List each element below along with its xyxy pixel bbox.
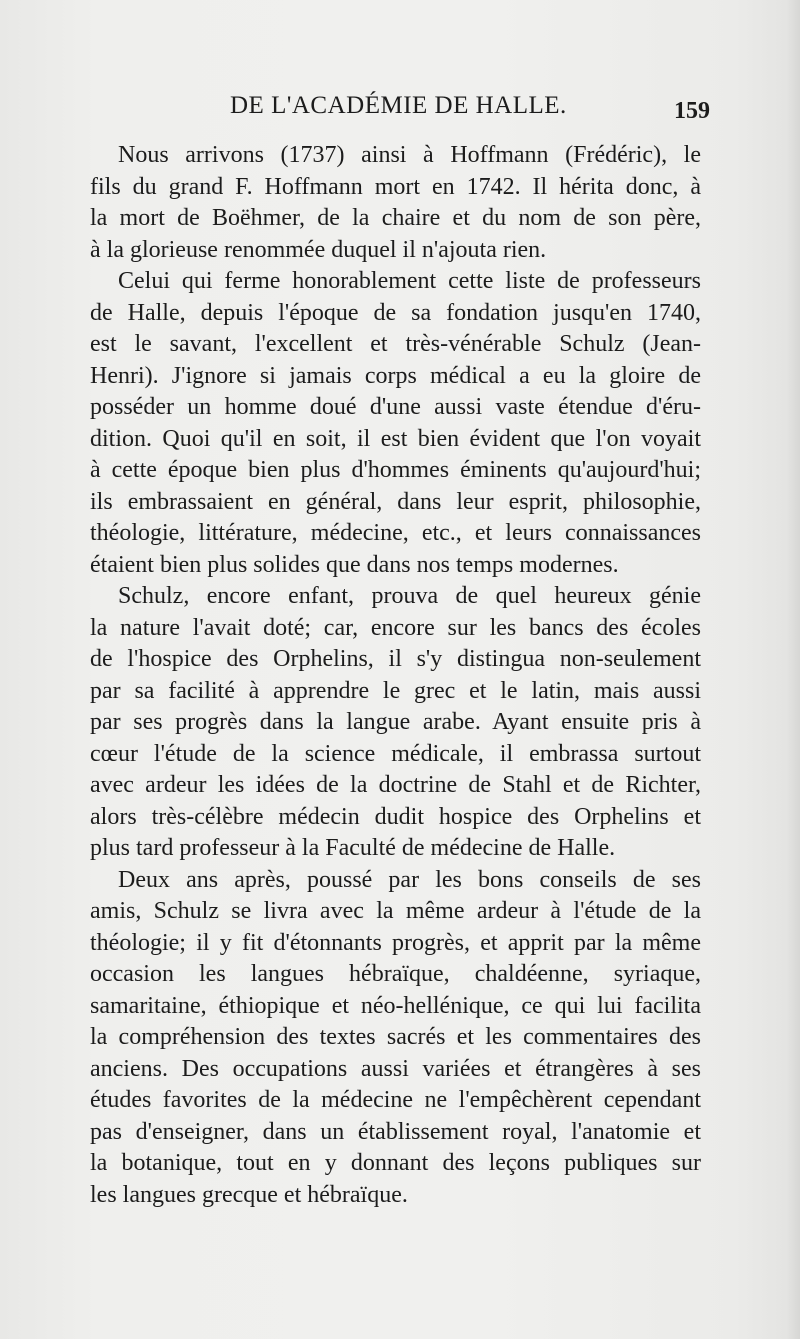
text-line: cœur l'étude de la science médicale, il embrassa surtout (90, 740, 701, 767)
running-head (90, 92, 710, 128)
text-line: Nous arrivons (1737) ainsi à Hoffmann (Frédéric), le (118, 142, 701, 168)
text-line: par sa facilité à apprendre le grec et le latin, mais aussi (90, 677, 701, 704)
text-line: alors très-célèbre médecin dudit hospice des Orphelins et (90, 803, 701, 830)
text-line: occasion les langues hébraïque, chaldéenne, syriaque, (90, 961, 701, 987)
text-line: les langues grecque et hébraïque. (90, 1181, 408, 1208)
text-line: à la glorieuse renommée duquel il n'ajouta rien. (90, 236, 547, 263)
text-line: Celui qui ferme honorablement cette liste de professeurs (118, 268, 701, 294)
body-text (90, 140, 701, 1211)
text-line: ils embrassaient en général, dans leur esprit, philosophie, (90, 488, 701, 515)
paragraph (90, 865, 701, 1212)
text-line: théologie, littérature, médecine, etc., et leurs connaissances (90, 520, 701, 546)
text-line: plus tard professeur à la Faculté de médecine de Halle. (90, 835, 616, 861)
text-line: amis, Schulz se livra avec la même ardeur à l'étude de la (90, 898, 701, 924)
text-line: la compréhension des textes sacrés et les commentaires des (90, 1024, 701, 1050)
paragraph (90, 140, 701, 266)
text-line: théologie; il y fit d'étonnants progrès, et apprit par la même (90, 929, 701, 956)
text-line: Schulz, encore enfant, prouva de quel heureux génie (118, 583, 701, 609)
paragraph (90, 266, 701, 581)
text-line: Deux ans après, poussé par les bons conseils de ses (118, 866, 701, 893)
text-line: études favorites de la médecine ne l'empêchèrent cependant (90, 1087, 701, 1113)
paragraph (90, 581, 701, 865)
text-line: par ses progrès dans la langue arabe. Ayant ensuite pris à (90, 709, 701, 735)
text-line: fils du grand F. Hoffmann mort en 1742. Il hérita donc, à (90, 173, 701, 200)
text-line: avec ardeur les idées de la doctrine de Stahl et de Richter, (90, 772, 701, 798)
text-line: samaritaine, éthiopique et néo-hellénique, ce qui lui facilita (90, 992, 701, 1019)
text-line: la nature l'avait doté; car, encore sur les bancs des écoles (90, 614, 701, 641)
text-line: dition. Quoi qu'il en soit, il est bien évident que l'on voyait (90, 425, 701, 452)
page-edge-shadow (786, 0, 800, 1339)
text-line: anciens. Des occupations aussi variées et étrangères à ses (90, 1055, 701, 1082)
text-line: la botanique, tout en y donnant des leçons publiques sur (90, 1150, 701, 1176)
text-line: de Halle, depuis l'époque de sa fondation jusqu'en 1740, (90, 299, 701, 326)
running-title: DE L'ACADÉMIE DE HALLE. (230, 92, 567, 119)
text-line: posséder un homme doué d'une aussi vaste étendue d'éru- (90, 394, 701, 420)
text-line: à cette époque bien plus d'hommes éminents qu'aujourd'hui; (90, 457, 701, 483)
text-line: Henri). J'ignore si jamais corps médical a eu la gloire de (90, 362, 701, 389)
text-line: est le savant, l'excellent et très-vénérable Schulz (Jean- (90, 331, 701, 357)
text-line: pas d'enseigner, dans un établissement royal, l'anatomie et (90, 1118, 701, 1145)
text-line: étaient bien plus solides que dans nos temps modernes. (90, 551, 619, 578)
text-line: de l'hospice des Orphelins, il s'y distingua non-seulement (90, 646, 701, 672)
text-line: la mort de Boëhmer, de la chaire et du nom de son père, (90, 205, 701, 231)
page-number: 159 (674, 98, 710, 124)
